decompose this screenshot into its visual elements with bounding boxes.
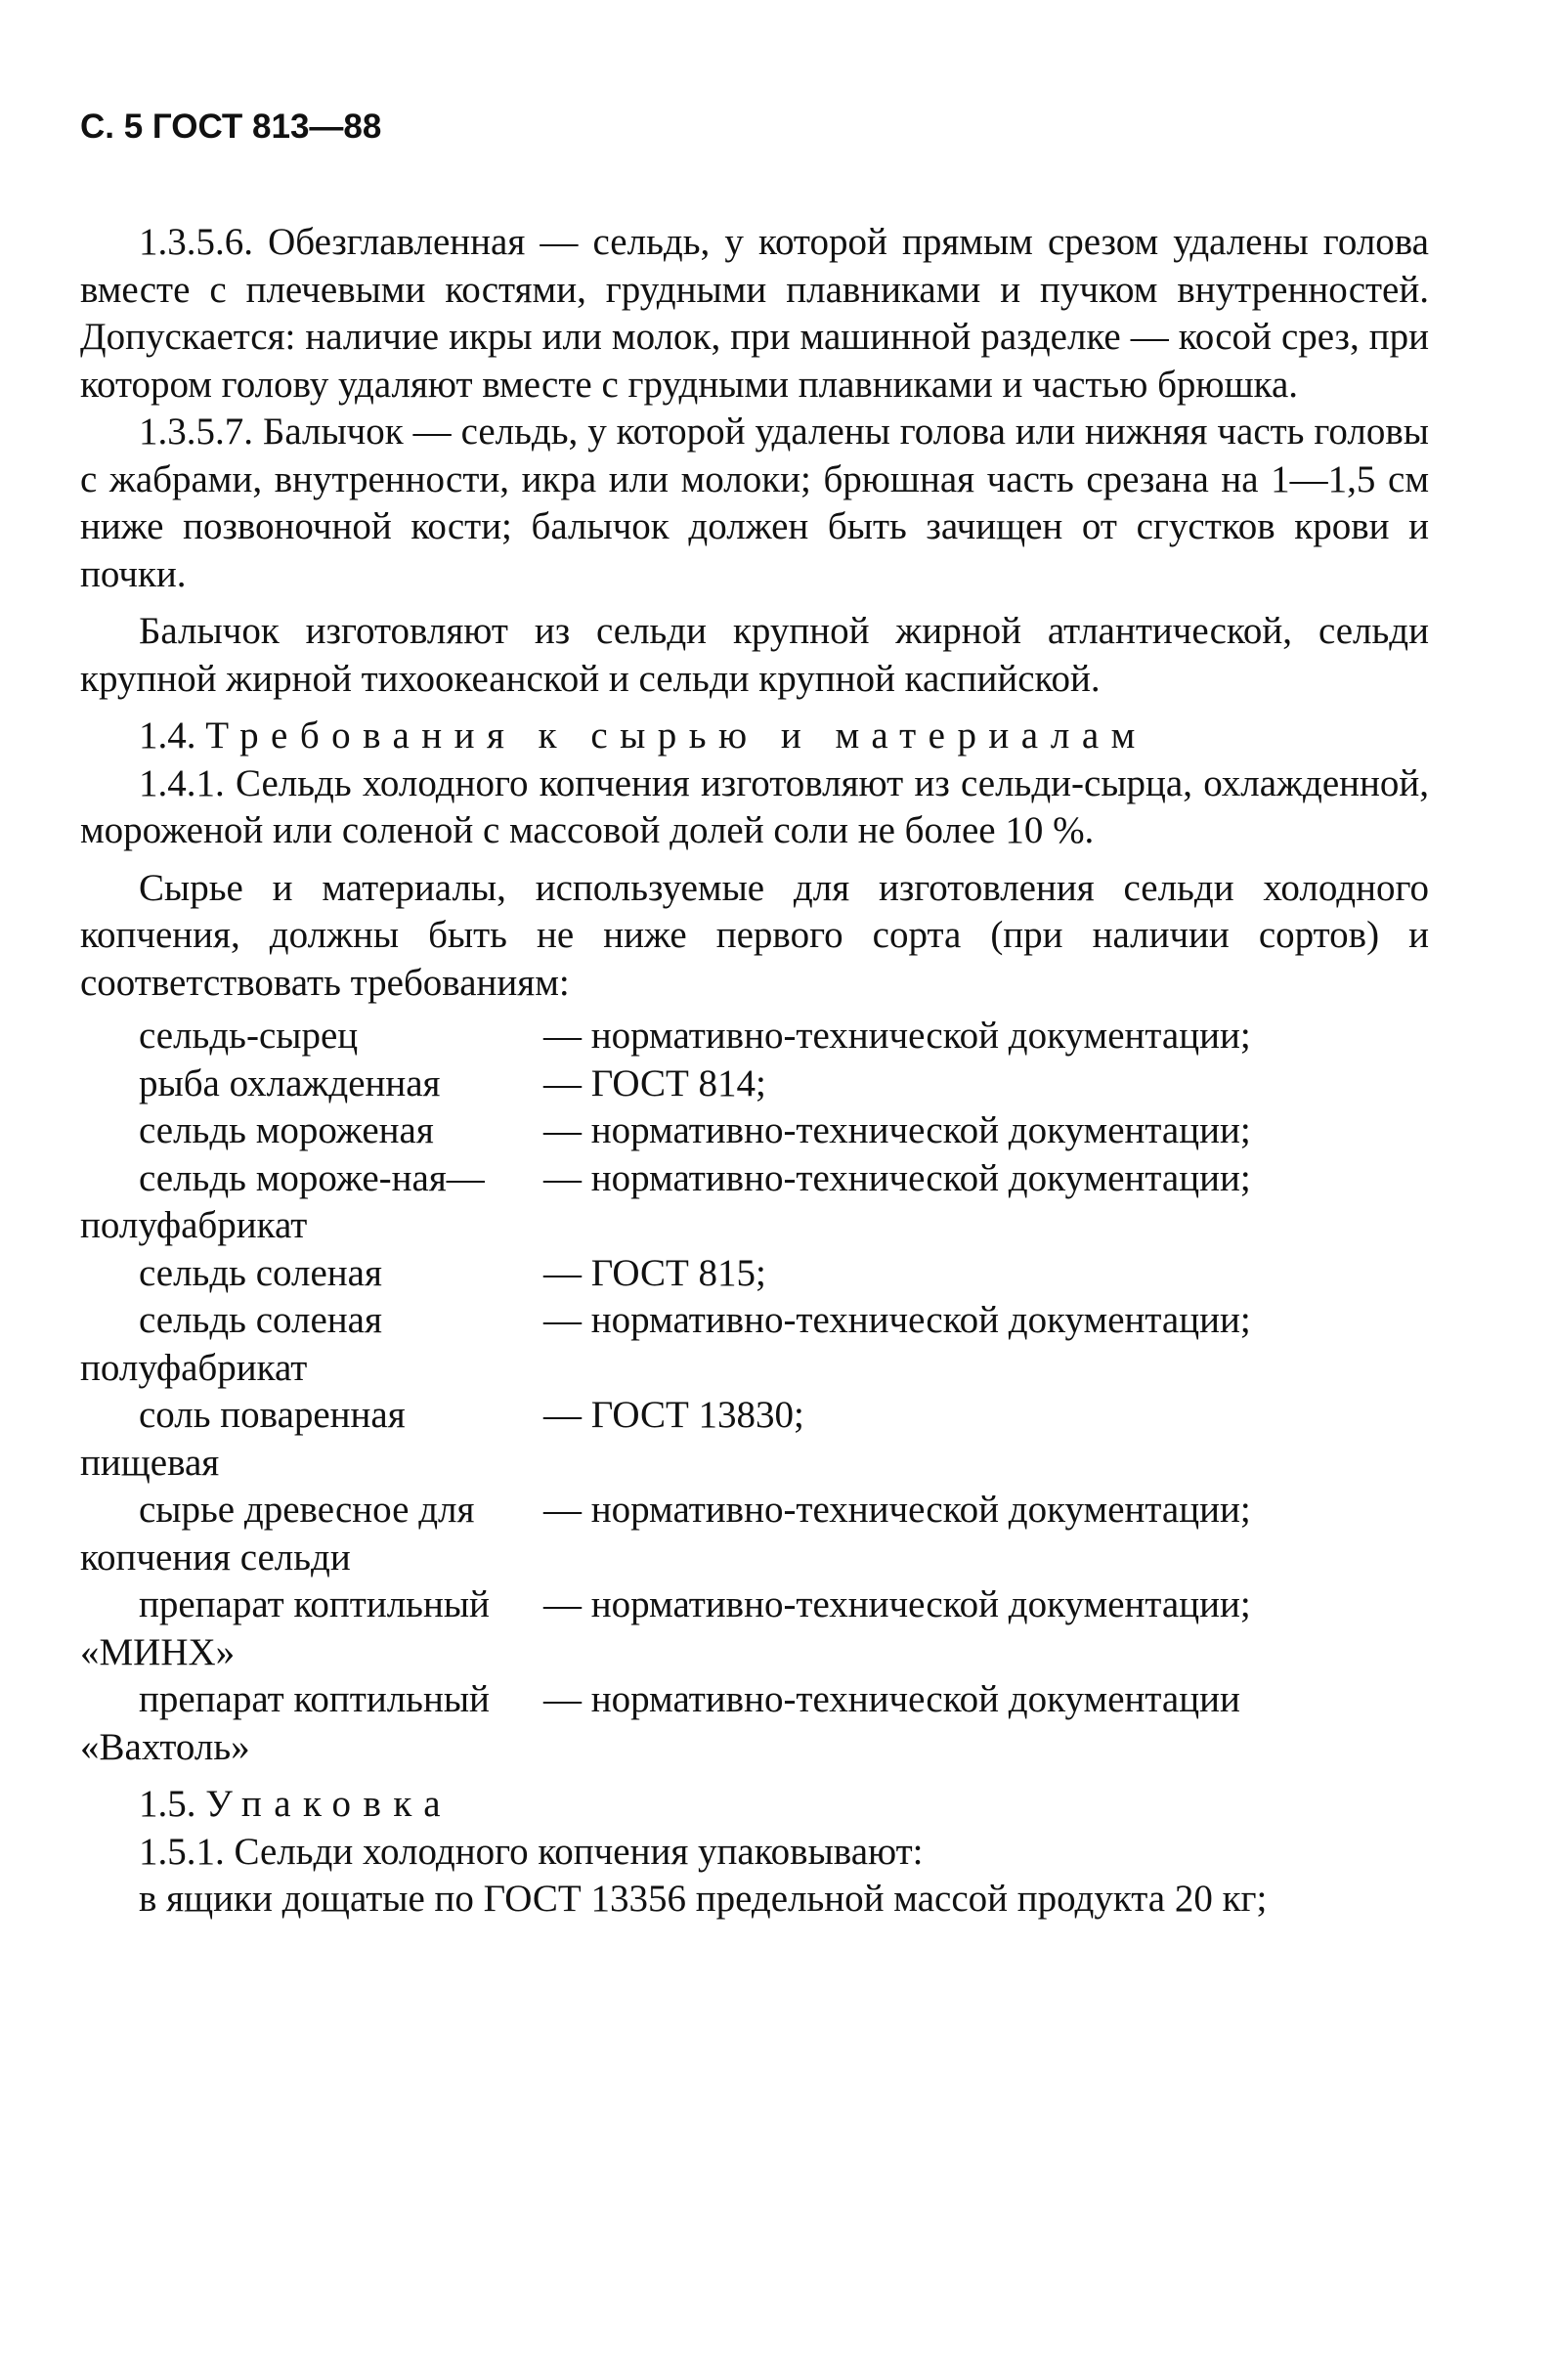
requirement-document: — нормативно-технической документации;	[543, 1583, 1251, 1625]
requirement-document: — ГОСТ 815;	[543, 1251, 766, 1294]
requirement-row	[80, 1581, 1429, 1676]
requirement-material: препарат коптильный «Вахтоль»	[80, 1678, 490, 1768]
paragraph-1-3-5-7: 1.3.5.7. Балычок — сельдь, у которой удалены голова или нижняя часть головы с жабрами, внутренности, икра или молоки; брюшная часть срезана на 1—1,5 см ниже позвоночной кости; балычок должен быть зачищен от сгустков крови и почки.	[80, 411, 1429, 595]
requirement-document: — ГОСТ 13830;	[543, 1394, 804, 1436]
requirement-document: — нормативно-технической документации	[543, 1678, 1240, 1720]
paragraph-1-4-1: 1.4.1. Сельдь холодного копчения изготовляют из сельди-сырца, охлажденной, мороженой или соленой с массовой долей соли не более 10 %.	[80, 761, 1429, 851]
section-title: Требования к сырью и материалам	[205, 714, 1147, 757]
paragraph-1-5-1: 1.5.1. Сельди холодного копчения упаковывают:	[139, 1830, 924, 1873]
requirement-row	[80, 1297, 1429, 1392]
requirement-material: сельдь-сырец	[139, 1015, 359, 1057]
section-number: 1.5.	[139, 1783, 196, 1825]
requirement-row	[80, 1250, 1429, 1298]
requirement-row	[80, 1392, 1429, 1487]
requirement-row	[80, 1155, 1429, 1250]
requirement-document: — нормативно-технической документации;	[543, 1015, 1251, 1057]
requirement-document: — нормативно-технической документации;	[543, 1489, 1251, 1531]
requirement-document: — нормативно-технической документации;	[543, 1109, 1251, 1151]
requirement-document: — нормативно-технической документации;	[543, 1299, 1251, 1341]
requirement-document: — нормативно-технической документации;	[543, 1156, 1251, 1199]
section-heading-1-4	[80, 713, 1429, 760]
requirement-row	[80, 1013, 1429, 1060]
requirement-material: сельдь мороженая	[139, 1109, 434, 1151]
page-header: С. 5 ГОСТ 813—88	[80, 108, 382, 146]
requirement-material: сельдь соленая	[139, 1251, 382, 1294]
requirement-material: сырье древесное для копчения сельди	[80, 1489, 475, 1579]
requirement-document: — ГОСТ 814;	[543, 1061, 766, 1104]
section-title: Упаковка	[205, 1783, 454, 1825]
requirement-row	[80, 1107, 1429, 1155]
requirement-material: соль поваренная пищевая	[80, 1394, 406, 1484]
paragraph-materials-intro: Сырье и материалы, используемые для изготовления сельди холодного копчения, должны быть не ниже первого сорта (при наличии сортов) и соответствовать требованиям:	[80, 866, 1429, 1004]
requirement-material: сельдь мороже-ная— полуфабрикат	[80, 1156, 485, 1246]
requirements-list	[80, 1013, 1429, 1771]
section-number: 1.4.	[139, 714, 196, 757]
paragraph-balychok: Балычок изготовляют из сельди крупной жирной атлантической, сельди крупной жирной тихоокеанской и сельди крупной каспийской.	[80, 610, 1429, 700]
section-heading-1-5	[80, 1781, 1429, 1829]
requirement-row	[80, 1676, 1429, 1771]
requirement-material: сельдь соленая полуфабрикат	[80, 1299, 382, 1389]
paragraph-boxes: в ящики дощатые по ГОСТ 13356 предельной массой продукта 20 кг;	[139, 1878, 1268, 1920]
document-page	[80, 106, 1429, 1924]
requirement-material: рыба охлажденная	[139, 1061, 441, 1104]
requirement-row	[80, 1487, 1429, 1581]
requirement-row	[80, 1060, 1429, 1108]
requirement-material: препарат коптильный «МИНХ»	[80, 1583, 490, 1673]
paragraph-1-3-5-6: 1.3.5.6. Обезглавленная — сельдь, у которой прямым срезом удалены голова вместе с плечевыми костями, грудными плавниками и пучком внутренностей. Допускается: наличие икры или молок, при машинной разделке — косой срез, при котором голову удаляют вместе с грудными плавниками и частью брюшка.	[80, 221, 1429, 406]
